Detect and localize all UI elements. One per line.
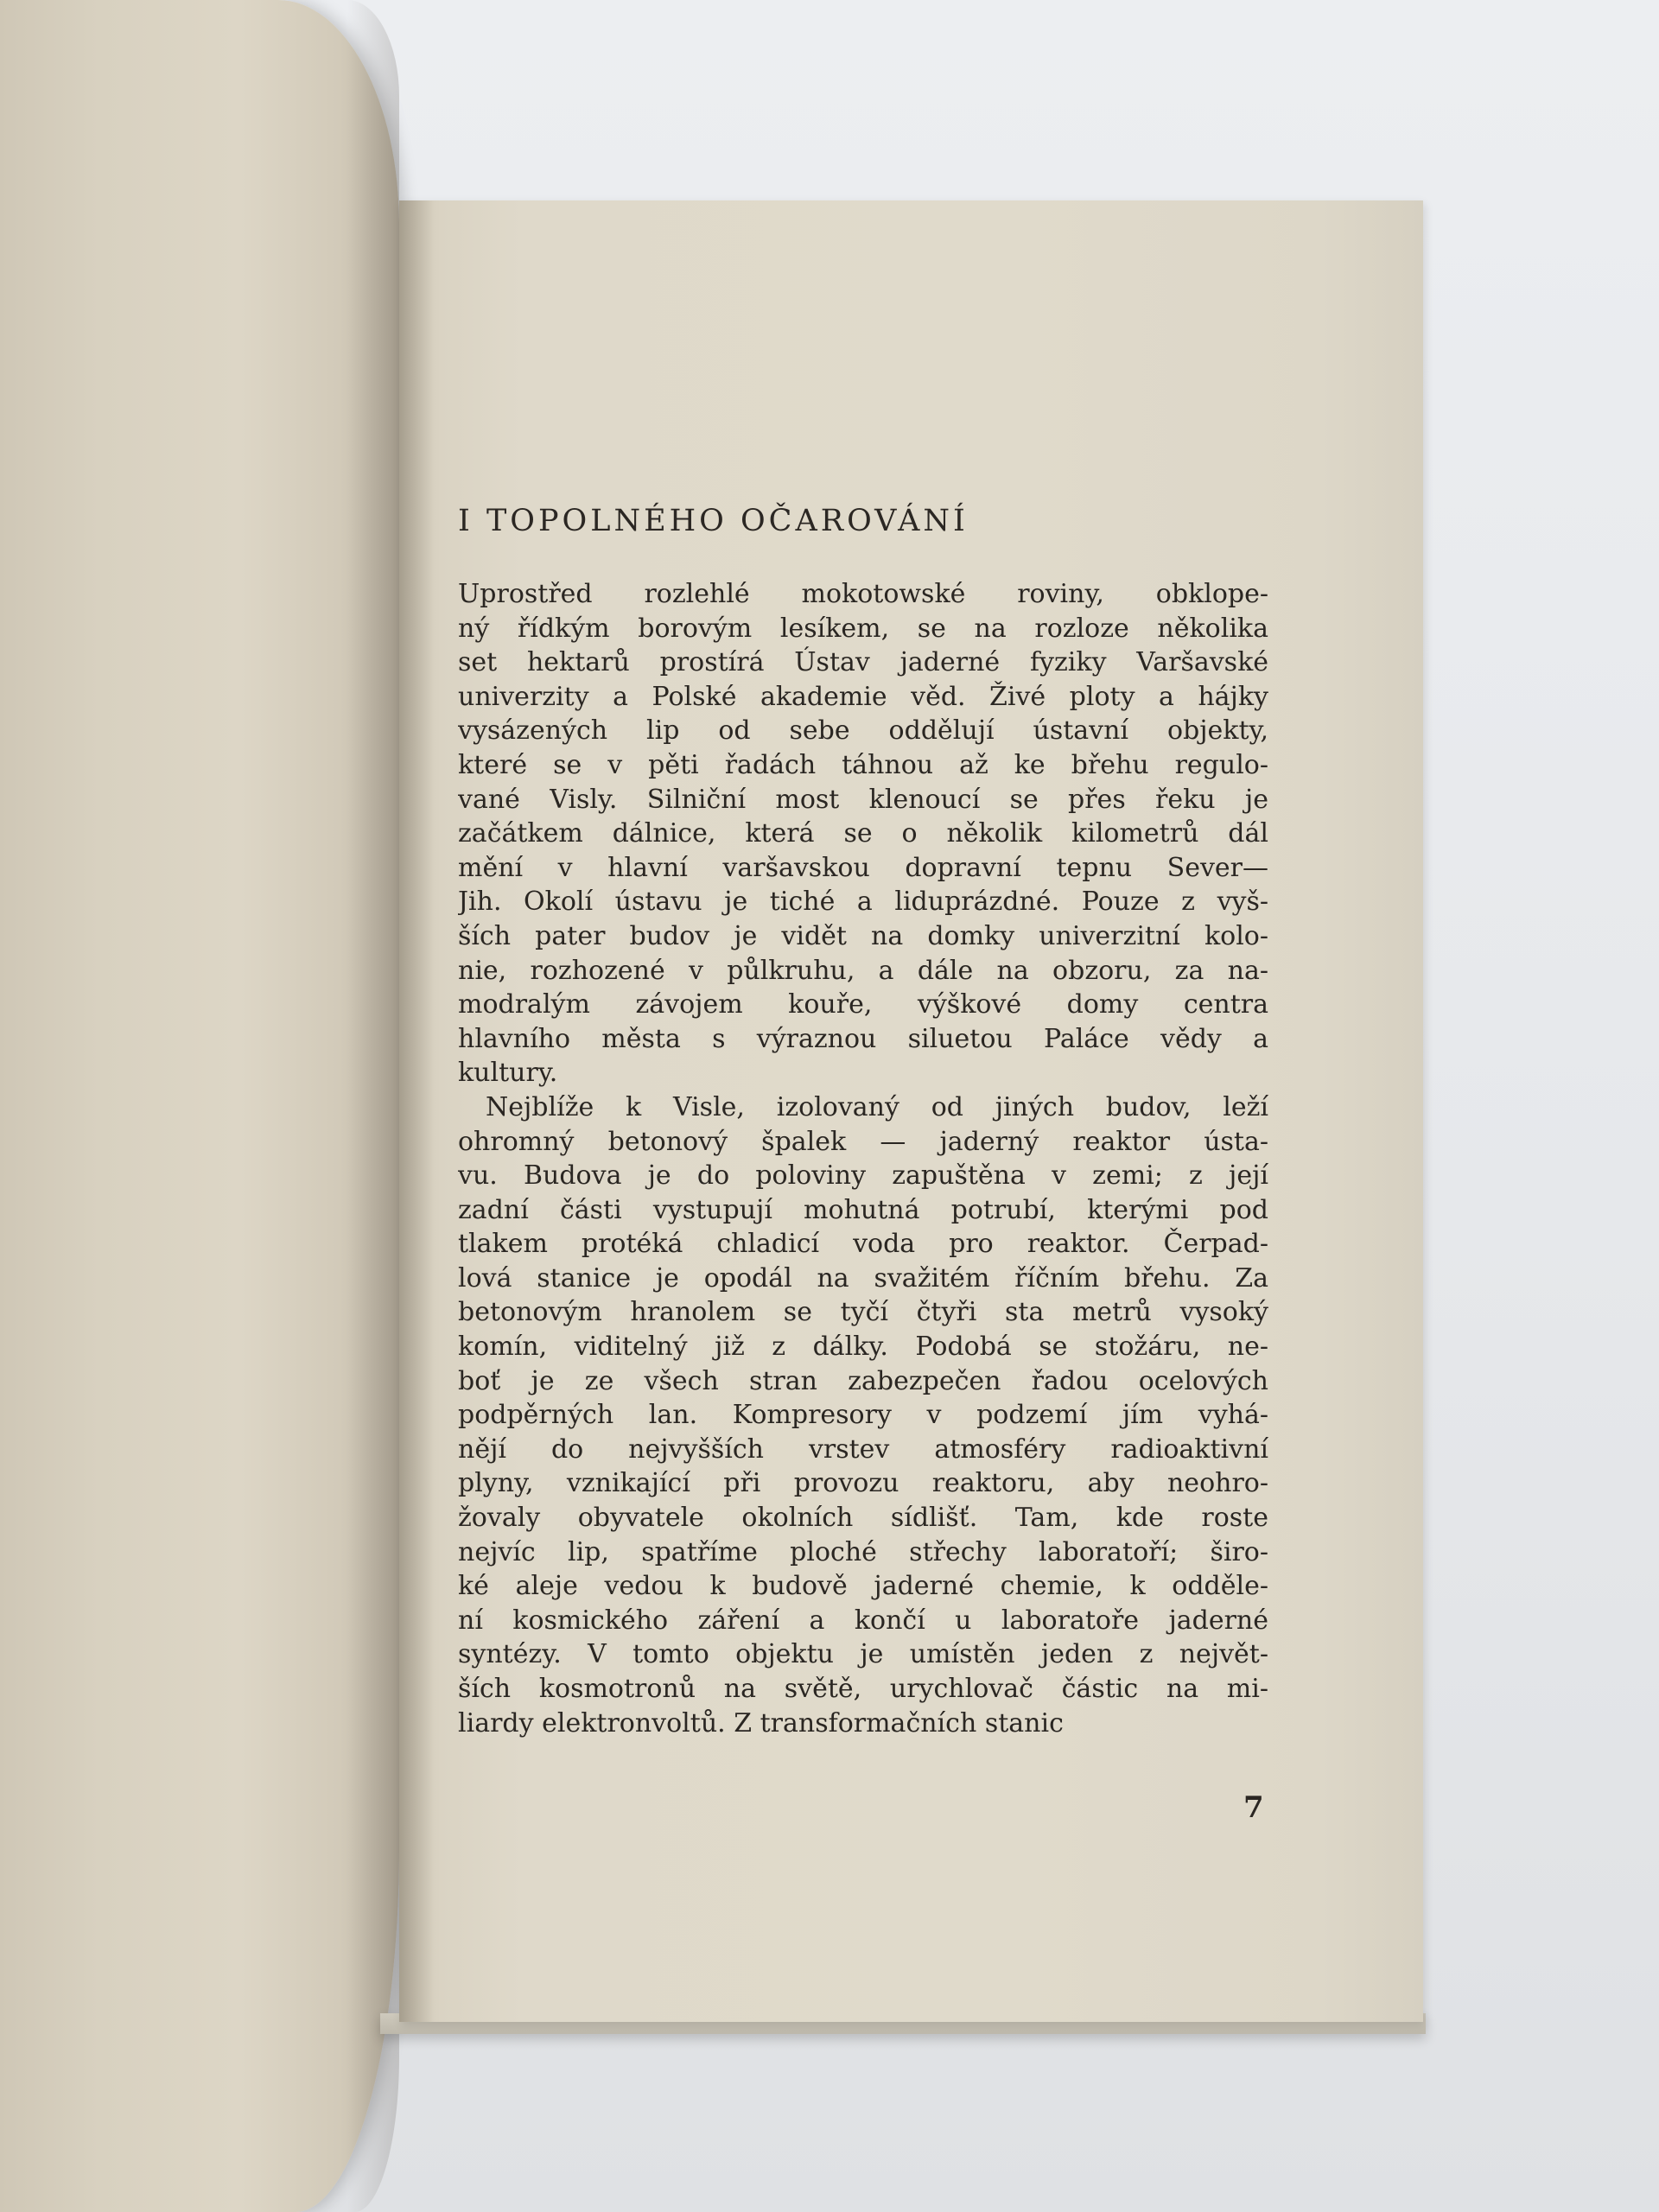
right-page [399, 200, 1423, 2022]
text-line: betonovým hranolem se tyčí čtyři sta metrů vysoký [458, 1297, 1268, 1328]
text-line: vu. Budova je do poloviny zapuštěna v zemi; z její [458, 1160, 1268, 1192]
text-line: univerzity a Polské akademie věd. Živé ploty a hájky [458, 681, 1268, 712]
text-line: vysázených lip od sebe oddělují ústavní objekty, [458, 715, 1268, 747]
text-line: vané Visly. Silniční most klenoucí se přes řeku je [458, 784, 1268, 815]
text-line: ní kosmického záření a končí u laboratoře jaderné [458, 1605, 1268, 1636]
chapter-title: I TOPOLNÉHO OČAROVÁNÍ [458, 504, 969, 538]
text-line: modralým závojem kouře, výškové domy centra [458, 989, 1268, 1020]
text-block [458, 503, 1268, 1740]
text-line: Nejblíže k Visle, izolovaný od jiných budov, leží [486, 1091, 1268, 1122]
text-line: podpěrných lan. Kompresory v podzemí jím vyhá- [458, 1400, 1268, 1431]
text-line: které se v pěti řadách táhnou až ke břehu regulo- [458, 749, 1268, 780]
text-line: nejvíc lip, spatříme ploché střechy laboratoří; širo- [458, 1536, 1268, 1567]
text-line: nie, rozhozené v půlkruhu, a dále na obzoru, za na- [458, 955, 1268, 986]
text-line: ších kosmotronů na světě, urychlovač částic na mi- [458, 1674, 1268, 1704]
text-line: lová stanice je opodál na svažitém říčním břehu. Za [458, 1262, 1268, 1294]
text-line: tlakem protéká chladicí voda pro reaktor. Čerpad- [458, 1229, 1268, 1260]
text-line: mění v hlavní varšavskou dopravní tepnu Sever— [458, 852, 1268, 883]
paragraph [458, 577, 1268, 1090]
text-line: plyny, vznikající při provozu reaktoru, aby neohro- [458, 1468, 1268, 1499]
text-line: set hektarů prostírá Ústav jaderné fyziky Varšavské [458, 647, 1268, 678]
text-line: komín, viditelný již z dálky. Podobá se stožáru, ne- [458, 1332, 1268, 1363]
text-line: Uprostřed rozlehlé mokotowské roviny, obklope- [458, 579, 1268, 609]
text-line: ké aleje vedou k budově jaderné chemie, k odděle- [458, 1571, 1268, 1602]
text-line: zadní části vystupují mohutná potrubí, kterými pod [458, 1194, 1268, 1225]
text-line: ších pater budov je vidět na domky univerzitní kolo- [458, 920, 1268, 951]
text-line: kultury. [458, 1058, 558, 1089]
text-line: boť je ze všech stran zabezpečen řadou ocelových [458, 1365, 1268, 1396]
text-line: hlavního města s výraznou siluetou Paláce vědy a [458, 1023, 1268, 1054]
page-number: 7 [1243, 1790, 1264, 1825]
text-line: syntézy. V tomto objektu je umístěn jeden z největ- [458, 1639, 1268, 1670]
text-line: Jih. Okolí ústavu je tiché a liduprázdné. Pouze z vyš- [458, 887, 1268, 918]
left-page [0, 0, 399, 2212]
text-line: ný řídkým borovým lesíkem, se na rozloze několika [458, 613, 1268, 644]
paragraph [458, 1090, 1268, 1740]
text-line: nějí do nejvyšších vrstev atmosféry radioaktivní [458, 1433, 1268, 1465]
text-line: ohromný betonový špalek — jaderný reaktor ústa- [458, 1126, 1268, 1157]
text-line: žovaly obyvatele okolních sídlišť. Tam, kde roste [458, 1503, 1268, 1534]
text-line: liardy elektronvoltů. Z transformačních stanic [458, 1707, 1064, 1738]
text-line: začátkem dálnice, která se o několik kilometrů dál [458, 818, 1268, 849]
